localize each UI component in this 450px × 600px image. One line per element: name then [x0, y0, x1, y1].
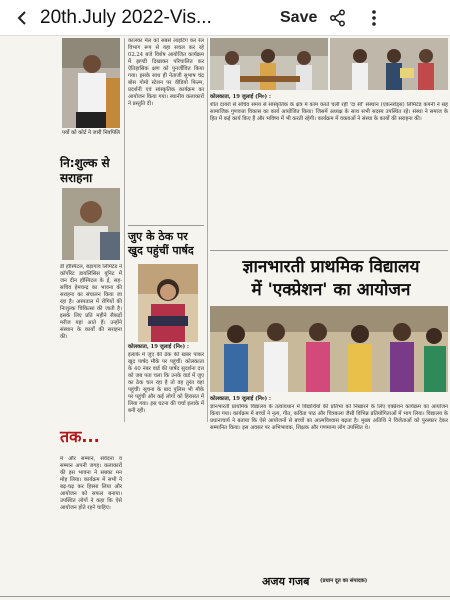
school-headline-1: ज्ञानभारती प्राथमिक विद्यालय	[242, 257, 420, 277]
more-options-button[interactable]	[359, 0, 389, 36]
left-top-caption: पर्यो को कोर्ट ने जारी निवपिलि	[62, 130, 120, 136]
more-vertical-icon	[371, 9, 377, 27]
school-event-photo	[210, 306, 448, 392]
left-headline: नि:शुल्क से सराहना	[60, 156, 110, 185]
right-top-caption	[210, 94, 448, 101]
middle-headline: जुए के ठेक पर खुद पहुंचीं पार्षद	[128, 230, 194, 257]
save-button[interactable]: Save	[280, 8, 318, 26]
right-body-bottom: ज्ञानभारती प्राथमिक विद्यालय के तत्वावधान में विद्यार्थियों की प्रतिभा को निखारने के लिए एक्प्रेशन कार्यक्रम का आयोजन किया गया। कार्यक्रम में बच्चों ने नृत्य, गीत, कविता पाठ और चित्रकला जैसी विभिन्न प्रतियोगिताओं में भाग लिया। विद्यालय के प्रधानाचार्य ने बताया कि ऐसे आयोजनों से बच्चों का आत्मविश्वास बढ़ता है। मुख्य अतिथि ने विजेताओं को पुरस्कार देकर सम्मानित किया। इस अवसर पर अभिभावक, शिक्षक और गणमान्य लोग उपस्थित थे।	[210, 404, 448, 431]
middle-body-top: कालका मेल को सबसे लाइटिंग कर रेल विभाग रूप से यहा सचल कर रहे 02.24 बजे विशेष आयोजित कार्यक्रम में झण्डी दिखाकर परिचालित कर ऐतिहासिक क्षण को पुनर्जीवित किया गया। इसके साथ ही नेताजी सुभाष चंद्र बोस गोमो स्टेशन पर वीडियो फिल्म, प्रदर्शनी एवं सांस्कृतिक कार्यक्रम का आयोजन किया गया। स्थानीय कलाकारों ने प्रस्तुति दी।	[128, 38, 204, 107]
right-divider	[210, 250, 448, 251]
arrow-left-icon	[14, 10, 30, 26]
middle-body-bottom: इलाके में जुए की ठेक की खबर पाकर खुद पार्षद मौके पर पहुंचीं। कोलकाता के 40 नंबर वार्ड की पार्षद सुदर्शना दत्त को जब पता चला कि उनके वार्ड में जुए का ठेक चल रहा है तो वह तुरंत वहां पहुंचीं। सूचना के बाद पुलिस भी मौके पर पहुंची और कई लोगों को हिरासत में लिया गया। इस घटना की चर्चा इलाके में बनी रही।	[128, 352, 204, 414]
school-caption-place: कोलकाता, 19 जुलाई (नि०) :	[210, 396, 271, 402]
right-body-top: शीत दायरो से सचिव समय से सांस्कृतिक के क्षेत्र में काम करते चली रहीं 'दा सी' संस्थान (एकनरोड्स) लिमिटेड कपनी ने सह सामाजिक गुणवत्ता विकास का कार्य आयोजित किया। जिसमें अध्यक्ष के साथ सभी सदस्य उपस्थित रहे। संस्था ने समाज के हित में कई कार्य किए हैं और भविष्य में भी करती रहेगी। कार्यक्रम में वक्ताओं ने संस्था के कार्यों की सराहना की।	[210, 102, 448, 122]
middle-photo-caption	[128, 344, 204, 351]
newspaper-page	[0, 36, 450, 600]
councillor-photo	[138, 264, 198, 342]
app-toolbar	[0, 0, 450, 36]
school-photo-caption	[210, 396, 448, 403]
byline-note: (प्रधान दूत का संपादक)	[320, 578, 368, 584]
middle-divider	[128, 225, 204, 226]
school-headline-2: में 'एक्प्रेशन' का आयोजन	[251, 280, 411, 300]
left-red-heading: तक...	[60, 427, 100, 446]
middle-caption-place: कोलकाता, 19 जुलाई (नि०) :	[128, 344, 189, 350]
document-title: 20th.July 2022-Vis...	[40, 6, 212, 28]
back-button[interactable]	[4, 0, 40, 36]
bottom-rule	[0, 596, 450, 597]
left-mid-photo	[62, 188, 120, 260]
left-body-1: डी हॉस्पिटल, बड़ागांव लिमिटेड ने कॉर्पोरेट डायलिसिस यूनिट में जन दीन हॉस्पिटल के ई, सह-सचिव हेमचन्द्र का भावना की सराहना का संचालन किया जा रहा है। अस्पताल में रोगियों की निःशुल्क चिकित्सा की जाती है। इसके लिए प्रति महीने सैकड़ों मरीज यहां आते हैं। उन्होंने संस्थान के कार्यों की सराहना की।	[60, 264, 122, 340]
meeting-photo	[210, 38, 328, 90]
column-divider-2	[207, 38, 208, 422]
byline-name: अजय गजब	[262, 575, 310, 588]
left-body-2: मे और सम्मान, संवेदना व सम्मान अपनी जगह। कलाकारों की इस भावना ने सबका मन मोह लिया। कार्यक्रम में सभी ने बढ़-चढ़ कर हिस्सा लिया और आयोजन को सफल बनाया। उपस्थित लोगों ने कहा कि ऐसे आयोजन होते रहने चाहिए।	[60, 456, 122, 511]
award-photo	[330, 38, 448, 90]
share-icon	[329, 9, 347, 27]
column-divider-1	[124, 38, 125, 422]
right-caption-place: कोलकाता, 19 जुलाई (नि०) :	[210, 94, 271, 100]
left-top-photo	[62, 38, 120, 128]
share-button[interactable]	[323, 0, 353, 36]
